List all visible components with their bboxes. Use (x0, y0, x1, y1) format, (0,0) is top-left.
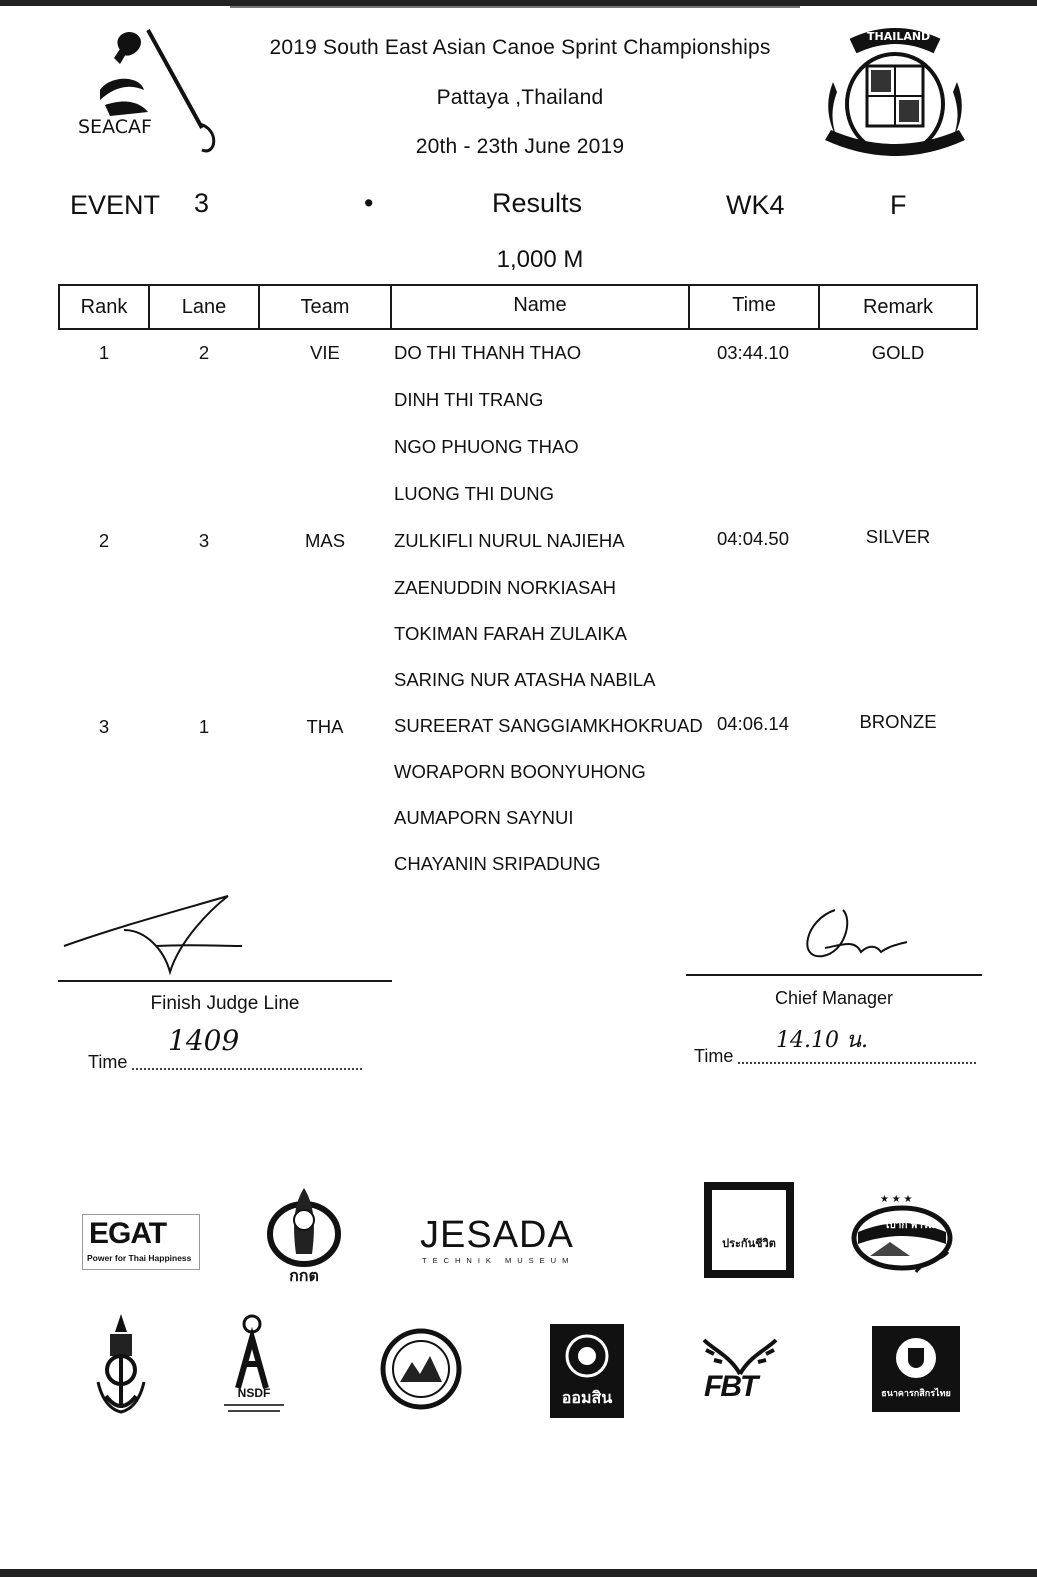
handwritten-time: 1409 (168, 1024, 240, 1057)
farm-logo-icon (850, 1192, 954, 1280)
seacaf-text: SEACAF (78, 116, 152, 138)
athlete-name: SARING NUR ATASHA NABILA (394, 669, 656, 690)
navy-emblem (94, 1312, 148, 1420)
farm-logo (850, 1192, 954, 1280)
baac-logo (872, 1326, 960, 1412)
remark-2: SILVER (865, 526, 931, 547)
nsdf-rule (224, 1404, 284, 1406)
header-name: Name (513, 294, 567, 316)
remark-3: BRONZE (859, 711, 937, 732)
province-seal-icon (380, 1328, 462, 1410)
header-lane: Lane (181, 296, 227, 318)
chief-manager-signature (795, 900, 915, 970)
event-separator: • (364, 188, 374, 218)
insurance-logo-inner (712, 1190, 786, 1270)
kkt-emblem-icon (264, 1184, 344, 1268)
gsb-text: ออมสิน (561, 1390, 613, 1407)
fbt-logo (700, 1336, 780, 1412)
athlete-name: TOKIMAN FARAH ZULAIKA (394, 623, 628, 644)
boat-class: WK4 (726, 190, 785, 220)
thailand-seal (815, 22, 975, 162)
team-2: MAS (304, 530, 346, 551)
handwritten-time: 14.10 น. (776, 1028, 869, 1053)
time-1: 03:44.10 (716, 342, 789, 363)
gsb-logo (550, 1324, 624, 1418)
nsdf-logo (218, 1312, 290, 1420)
rank-3: 3 (98, 716, 110, 737)
scan-edge-top-inner (230, 6, 800, 8)
athlete-name: SUREERAT SANGGIAMKHOKRUAD (394, 715, 703, 736)
gsb-emblem-icon (550, 1324, 624, 1384)
rank-2: 2 (98, 530, 110, 551)
finish-judge-signature (60, 890, 250, 976)
team-3: THA (306, 716, 344, 737)
insurance-text: ประกันชีวิต (722, 1238, 776, 1250)
egat-logo (82, 1214, 200, 1270)
time-dotted-line (132, 1068, 362, 1070)
header-team: Team (300, 296, 350, 318)
seacaf-logo (70, 20, 230, 160)
event-dates: 20th - 23th June 2019 (415, 135, 625, 158)
fbt-text: FBT (704, 1370, 757, 1403)
farm-text: เบาก ฟาร์ม (886, 1220, 935, 1231)
finish-judge-label: Finish Judge Line (150, 993, 300, 1014)
signature-rule (58, 980, 392, 982)
results-table-header (58, 284, 978, 330)
navy-emblem-icon (94, 1312, 148, 1420)
event-number: 3 (194, 188, 210, 218)
team-1: VIE (310, 342, 340, 363)
athlete-name: DO THI THANH THAO (394, 342, 582, 363)
time-label: Time (88, 1052, 128, 1072)
header-time: Time (732, 294, 776, 316)
jesada-text: JESADA (420, 1214, 574, 1256)
jesada-tagline: TECHNIK MUSEUM (422, 1256, 575, 1265)
insurance-logo (704, 1182, 794, 1278)
lane-3: 1 (198, 716, 210, 737)
nsdf-text: NSDF (237, 1386, 271, 1400)
scan-edge-bottom (0, 1569, 1037, 1577)
signature-rule (686, 974, 982, 976)
remark-1: GOLD (871, 342, 925, 363)
kkt-emblem (264, 1184, 344, 1284)
kkt-text: กกต (289, 1268, 319, 1285)
egat-tagline: Power for Thai Happiness (87, 1253, 192, 1263)
province-seal (380, 1328, 462, 1410)
header-remark: Remark (862, 296, 933, 318)
egat-text: EGAT (89, 1217, 167, 1250)
header-rank: Rank (80, 296, 128, 318)
athlete-name: AUMAPORN SAYNUI (394, 807, 574, 828)
location: Pattaya ,Thailand (436, 86, 604, 109)
nsdf-rule (228, 1410, 280, 1412)
lane-2: 3 (198, 530, 210, 551)
baac-text: ธนาคารกสิกรไทย (881, 1388, 951, 1398)
round: F (890, 190, 907, 220)
svg-text:★ ★ ★: ★ ★ ★ (880, 1194, 913, 1205)
jesada-logo (420, 1214, 584, 1270)
event-label: EVENT (70, 190, 161, 220)
athlete-name: CHAYANIN SRIPADUNG (394, 853, 601, 874)
chief-manager-label: Chief Manager (774, 988, 894, 1008)
thailand-crest-icon (815, 22, 975, 162)
time-label: Time (694, 1046, 734, 1066)
baac-emblem-inner (908, 1348, 924, 1368)
athlete-name: WORAPORN BOONYUHONG (394, 761, 646, 782)
athlete-name: DINH THI TRANG (394, 389, 544, 410)
championship-title: 2019 South East Asian Canoe Sprint Championships (269, 36, 771, 59)
distance: 1,000 M (496, 246, 584, 273)
athlete-name: ZULKIFLI NURUL NAJIEHA (394, 530, 625, 551)
results-heading: Results (492, 188, 583, 218)
athlete-name: LUONG THI DUNG (394, 483, 555, 504)
nsdf-logo-icon (218, 1312, 290, 1392)
seal-text: THAILAND (867, 30, 931, 43)
rank-1: 1 (98, 342, 110, 363)
seacaf-paddler-icon (70, 20, 230, 160)
time-2: 04:04.50 (716, 528, 789, 549)
athlete-name: NGO PHUONG THAO (394, 436, 579, 457)
lane-1: 2 (198, 342, 210, 363)
athlete-name: ZAENUDDIN NORKIASAH (394, 577, 617, 598)
time-dotted-line (738, 1062, 976, 1064)
time-3: 04:06.14 (716, 713, 789, 734)
